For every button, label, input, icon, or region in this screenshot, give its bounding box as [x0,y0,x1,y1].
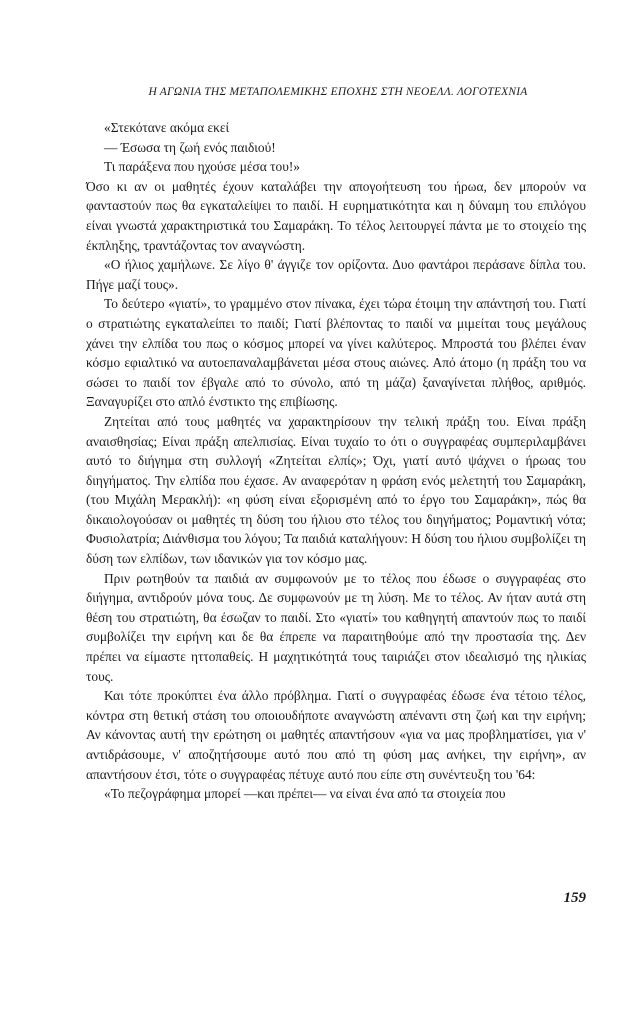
body-text [86,118,586,804]
paragraph: Ζητείται από τους μαθητές να χαρακτηρίσουν την τελική πράξη του. Είναι πράξη αναισθησίας; Είναι πράξη απελπισίας. Είναι τυχαίο το ότι ο συγγραφέας συμπεριλαμβάνει αυτό το διήγημα στη συλλογή «Ζητείται ελπίς»; Όχι, γιατί αυτό ψάχνει ο ήρωας του διηγήματος. Την ελπίδα που έχασε. Αν αναφερόταν η φράση ενός μελετητή του Σαμαράκη, (του Μιχάλη Μερακλή): «η φύση είναι εξορισμένη από το έργο του Σαμαράκη», πώς θα δικαιολογούσαν οι μαθητές τη δύση του ήλιου στο τέλος του διηγήματος; Ρομαντική νότα; Φυσιολατρία; Διάνθισμα του λόγου; Τα παιδιά καταλήγουν: Η δύση του ήλιου συμβολίζει τη δύση των ελπίδων, των ιδανικών για τον κόσμο μας. [86,413,586,567]
page-number: 159 [563,890,586,906]
paragraph: «Το πεζογράφημα μπορεί —και πρέπει— να είναι ένα από τα στοιχεία που [104,786,506,802]
paragraph: Πριν ρωτηθούν τα παιδιά αν συμφωνούν με το τέλος που έδωσε ο συγγραφέας στο διήγημα, αντιδρούν μόνα τους. Δε συμφωνούν με τη λύση. Με το τέλος. Αν ήταν αυτά στη θέση του στρατιώτη, θα έσωζαν το παιδί. Στο «γιατί» του καθηγητή απαντούν πως το παιδί συμβολίζει την ειρήνη και δε θα έπρεπε να παραιτηθούμε από την προστασία της. Δεν πρέπει να είμαστε ηττοπαθείς. Η μαχητικότητά τους ταιριάζει στον ιδεαλισμό της ηλικίας τους. [86,570,586,684]
quote-line: — Έσωσα τη ζωή ενός παιδιού! [104,139,276,155]
quote-line: Τι παράξενα που ηχούσε μέσα του!» [104,159,300,175]
paragraph: Το δεύτερο «γιατί», το γραμμένο στον πίνακα, έχει τώρα έτοιμη την απάντησή του. Γιατί ο στρατιώτης εγκαταλείπει το παιδί; Γιατί βλέποντας το παιδί να μιμείται τους μεγάλους χάνει την ελπίδα του πως ο κόσμος μπορεί να γίνει καλύτερος. Μπροστά του βλέπει έναν κόσμο εφιαλτικό να αυτοεπαναλαμβάνεται μέσα στους αιώνες. Από άτομο (η πράξη του να σώσει το παιδί τον έβγαλε από το σύνολο, από τη μάζα) ξαναγίνεται πλήθος, αριθμός. Ξαναγυρίζει στο απλό ένστικτο της επιβίωσης. [86,296,586,410]
running-head: Η ΑΓΩΝΙΑ ΤΗΣ ΜΕΤΑΠΟΛΕΜΙΚΗΣ ΕΠΟΧΗΣ ΣΤΗ ΝΕΟΕΛΛ. ΛΟΓΟΤΕΧΝΙΑ [148,86,528,98]
quote-line: «Στεκότανε ακόμα εκεί [104,120,230,135]
paragraph: «Ο ήλιος χαμήλωνε. Σε λίγο θ' άγγιζε τον ορίζοντα. Δυο φαντάροι περάσανε δίπλα του. Πήγε μαζί τους». [86,257,586,292]
paragraph: Όσο κι αν οι μαθητές έχουν καταλάβει την απογοήτευση του ήρωα, δεν μπορούν να φανταστούν πως θα εγκαταλείψει το παιδί. Η ευρηματικότητα και η δύναμη του επιλόγου είναι γνωστά χαρακτηριστικά του Σαμαράκη. Το τέλος λειτουργεί πάντα με το στοιχείο της έκπληξης, τραντάζοντας τον αναγνώστη. [86,178,586,253]
paragraph: Και τότε προκύπτει ένα άλλο πρόβλημα. Γιατί ο συγγραφέας έδωσε ένα τέτοιο τέλος, κόντρα στη θετική στάση του οποιουδήποτε αναγνώστη απέναντι στη ζωή και την ειρήνη; Αν κάνοντας αυτή την ερώτηση οι μαθητές απαντήσουν «για να μας προβληματίσει, για ν' αντιδράσουμε, ν' αποζητήσουμε αυτό που από τη φύση μας ανήκει, την ειρήνη», αν απαντήσουν έτσι, τότε ο συγγραφέας πέτυχε αυτό που είπε στη συνέντευξη του '64: [86,688,586,782]
